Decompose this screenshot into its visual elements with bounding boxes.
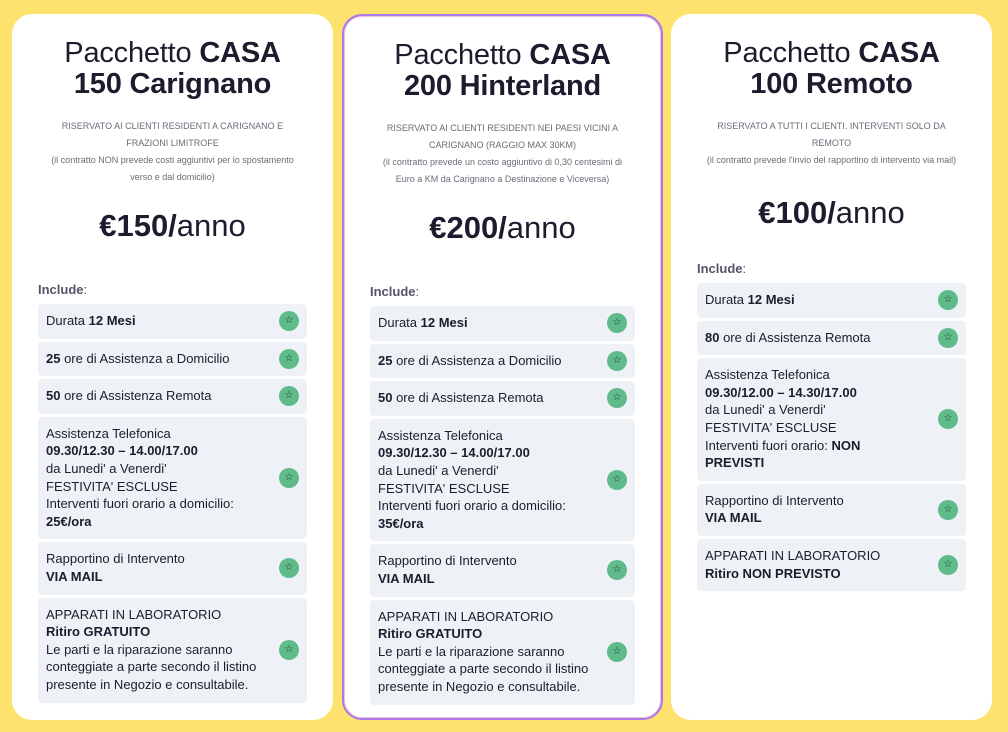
feature-line: FESTIVITA' ESCLUSE (46, 478, 178, 494)
feature-phone-assistance (38, 417, 307, 540)
feature-value: VIA MAIL (705, 510, 762, 526)
feature-line: FESTIVITA' ESCLUSE (705, 419, 837, 435)
feature-value: 50 (46, 388, 61, 404)
plan-title (697, 38, 966, 100)
plan-title-bold: CASA (858, 37, 940, 69)
feature-value: 80 (705, 329, 720, 345)
feature-value: 12 Mesi (88, 313, 136, 328)
feature-value: 25 (46, 350, 61, 366)
feature-value: 12 Mesi (420, 315, 468, 330)
star-icon: ☆ (938, 409, 958, 429)
star-icon: ☆ (279, 468, 299, 488)
feature-value: VIA MAIL (46, 568, 103, 584)
include-label-text: Include (370, 284, 416, 299)
plan-desc-line1: RISERVATO AI CLIENTI RESIDENTI NEI PAESI VICINI A CARIGNANO (RAGGIO MAX 30KM) (386, 123, 619, 150)
star-icon: ☆ (607, 470, 627, 490)
price-period: anno (835, 195, 905, 230)
star-icon: ☆ (938, 555, 958, 575)
star-icon: ☆ (607, 313, 627, 333)
star-icon: ☆ (607, 388, 627, 408)
include-label (38, 282, 307, 297)
feature-duration (370, 306, 635, 341)
feature-line: da Lunedi' a Venerdi' (378, 462, 499, 478)
plan-card-casa-150 (12, 14, 333, 720)
include-label-text: Include (38, 282, 84, 297)
plan-desc-line2: (il contratto prevede l'invio del rapportino di intervento via mail) (706, 155, 957, 165)
feature-home-assistance (370, 344, 635, 379)
price-period: anno (176, 208, 246, 243)
feature-hours: 09.30/12.00 – 14.30/17.00 (705, 384, 857, 400)
feature-line: APPARATI IN LABORATORIO (378, 608, 554, 624)
feature-home-assistance (38, 342, 307, 377)
feature-duration (697, 283, 966, 318)
star-icon: ☆ (607, 642, 627, 662)
feature-value: Ritiro GRATUITO (46, 624, 151, 640)
plan-price (370, 210, 635, 246)
star-icon: ☆ (279, 640, 299, 660)
feature-phone-assistance (697, 358, 966, 481)
feature-line: Interventi fuori orario: (705, 437, 832, 453)
feature-line: Rapportino di Intervento (705, 492, 844, 508)
star-icon: ☆ (607, 351, 627, 371)
feature-text: ore di Assistenza a Domicilio (392, 352, 562, 368)
plan-desc-line1: RISERVATO A TUTTI I CLIENTI. INTERVENTI SOLO DA REMOTO (717, 121, 946, 148)
plan-desc-line1: RISERVATO AI CLIENTI RESIDENTI A CARIGNANO E FRAZIONI LIMITROFE (61, 121, 284, 148)
plan-title-prefix: Pacchetto (394, 39, 530, 71)
plan-title-bold: CASA (199, 37, 281, 69)
feature-line: Le parti e la riparazione saranno conteggiate a parte secondo il listino presente in Negozio e consultabile. (378, 643, 589, 694)
feature-hours: 09.30/12.30 – 14.00/17.00 (378, 445, 530, 461)
plan-description (370, 120, 635, 188)
feature-remote-assistance (38, 379, 307, 414)
plan-description (38, 118, 307, 186)
price-amount: €100/ (758, 195, 836, 230)
plan-card-casa-100 (671, 14, 992, 720)
plan-title-line2: 200 Hinterland (403, 70, 602, 102)
star-icon: ☆ (279, 349, 299, 369)
feature-text: Durata (46, 313, 89, 328)
include-colon: : (83, 282, 88, 297)
plan-title-bold: CASA (529, 39, 611, 71)
feature-duration (38, 304, 307, 339)
feature-text: ore di Assistenza Remota (392, 390, 544, 406)
plan-title-prefix: Pacchetto (64, 37, 200, 69)
feature-report (370, 544, 635, 596)
feature-text: ore di Assistenza a Domicilio (60, 350, 230, 366)
feature-remote-assistance (370, 381, 635, 416)
plan-title-line2: 100 Remoto (750, 68, 913, 100)
plan-desc-line2: (il contratto prevede un costo aggiuntivo di 0,30 centesimi di Euro a KM da Carignano a Destinazione e Viceversa) (382, 157, 623, 184)
feature-line: Interventi fuori orario a domicilio: (378, 498, 566, 514)
include-label (370, 284, 635, 299)
feature-line: Assistenza Telefonica (378, 427, 503, 443)
plan-desc-line2: (il contratto NON prevede costi aggiuntivi per lo spostamento verso e dal domicilio) (51, 155, 294, 182)
plan-title-prefix: Pacchetto (723, 37, 859, 69)
feature-value: Ritiro NON PREVISTO (705, 565, 841, 581)
star-icon: ☆ (938, 328, 958, 348)
plan-price (38, 208, 307, 244)
feature-report (38, 542, 307, 594)
feature-text: Durata (378, 315, 421, 330)
feature-line: Assistenza Telefonica (46, 425, 171, 441)
plan-title (370, 40, 635, 102)
star-icon: ☆ (938, 500, 958, 520)
star-icon: ☆ (279, 558, 299, 578)
star-icon: ☆ (279, 311, 299, 331)
plan-description (697, 118, 966, 169)
star-icon: ☆ (279, 386, 299, 406)
feature-value: VIA MAIL (378, 570, 435, 586)
feature-value: Ritiro GRATUITO (378, 626, 483, 642)
feature-lab (38, 598, 307, 703)
feature-remote-assistance (697, 321, 966, 356)
feature-line: da Lunedi' a Venerdi' (705, 402, 826, 418)
feature-line: Assistenza Telefonica (705, 367, 830, 383)
feature-line: Le parti e la riparazione saranno conteggiate a parte secondo il listino presente in Negozio e consultabile. (46, 641, 257, 692)
plan-title-line2: 150 Carignano (73, 68, 272, 100)
star-icon: ☆ (607, 560, 627, 580)
price-amount: €150/ (99, 208, 177, 243)
feature-value: 25 (378, 352, 393, 368)
feature-rate: 25€/ora (46, 513, 92, 529)
feature-value: 50 (378, 390, 393, 406)
feature-rate: 35€/ora (378, 515, 424, 531)
feature-value: 12 Mesi (747, 292, 795, 307)
feature-line: Rapportino di Intervento (378, 553, 517, 569)
include-colon: : (415, 284, 420, 299)
feature-value: NON PREVISTI (705, 437, 861, 471)
feature-lab (370, 600, 635, 705)
feature-lab (697, 539, 966, 591)
feature-report (697, 484, 966, 536)
plan-title (38, 38, 307, 100)
feature-line: Rapportino di Intervento (46, 551, 185, 567)
plan-card-casa-200 (342, 14, 663, 720)
include-colon: : (742, 261, 747, 276)
feature-text: Durata (705, 292, 748, 307)
feature-line: APPARATI IN LABORATORIO (705, 547, 881, 563)
feature-line: APPARATI IN LABORATORIO (46, 606, 222, 622)
feature-line: da Lunedi' a Venerdi' (46, 460, 167, 476)
plan-price (697, 195, 966, 231)
star-icon: ☆ (938, 290, 958, 310)
feature-text: ore di Assistenza Remota (60, 388, 212, 404)
include-label (697, 261, 966, 276)
feature-phone-assistance (370, 419, 635, 542)
price-amount: €200/ (429, 210, 507, 245)
feature-hours: 09.30/12.30 – 14.00/17.00 (46, 443, 198, 459)
price-period: anno (506, 210, 576, 245)
feature-line: Interventi fuori orario a domicilio: (46, 496, 234, 512)
feature-text: ore di Assistenza Remota (719, 329, 871, 345)
feature-line: FESTIVITA' ESCLUSE (378, 480, 510, 496)
include-label-text: Include (697, 261, 743, 276)
